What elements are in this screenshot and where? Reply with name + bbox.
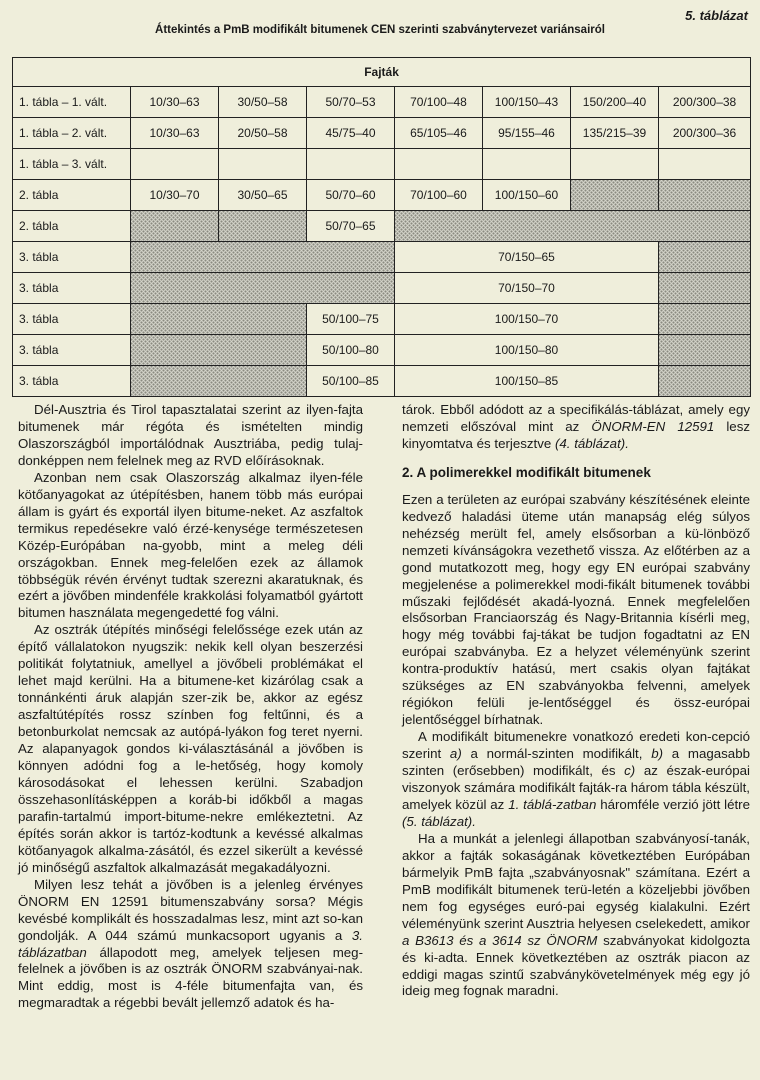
- row-label: 3. tábla: [13, 273, 131, 304]
- shaded-cell: [659, 273, 751, 304]
- paragraph: [402, 729, 750, 831]
- emphasis: c): [624, 763, 636, 779]
- data-table: [12, 57, 751, 397]
- table-number: 5. táblázat: [685, 8, 748, 23]
- table-cell: 100/150–70: [395, 304, 659, 335]
- paragraph: [402, 402, 750, 453]
- row-label: 3. tábla: [13, 304, 131, 335]
- table-row: [13, 366, 751, 397]
- table-cell: 70/100–48: [395, 87, 483, 118]
- emphasis: a): [449, 746, 462, 762]
- shaded-cell: [659, 180, 751, 211]
- table-cell: 50/100–80: [307, 335, 395, 366]
- section-heading: 2. A polimerekkel modifikált bitumenek: [402, 464, 651, 480]
- right-text-column: [402, 402, 750, 1000]
- table-cell: [219, 149, 307, 180]
- shaded-cell: [571, 180, 659, 211]
- emphasis: 3. táblázatban: [18, 927, 363, 960]
- table-cell: 10/30–70: [131, 180, 219, 211]
- paragraph: Azonban nem csak Olaszország alkalmaz ilyen-féle kötőanyagokat az útépítésben, hanem több más európai állam is gyárt és exportál ilyen bitume-neket. Az aszfaltok termikus repedésekre való érzé-kenysége természetesen Közép-Európában na-gyobb, mint a meleg déli országokban. Ennek meg-felelően ezek az államok többségük révén érvényt tudtak szerezni akaratuknak, és ezért a jövőben mindenféle krakkolási folyamatból gyártott bitumen használata megengedetté fog válni.: [18, 469, 363, 621]
- table-cell: [659, 149, 751, 180]
- paragraph: Ezen a területen az európai szabvány készítésének eleinte kedvező haladási üteme után manapság elég súlyos nehézség merült fel, amely elsősorban a kü-lönböző nemzeti kívánságokra vezethető vissza. Az előtérben az a gond mutatkozott meg, hogy egy EN európai szabvány megjelenése a polimerekkel modi-fikált bitumenek további műszaki fejlődését akadá-lyozná. Ennek megfelelően elsősorban Franciaország és Nagy-Britannia kísérli meg, hogy még további faj-tákat be tudjon fogadtatni az EN európai szabványba. Ez a helyzet véleményünk szerint kontra-produktív hatású, mert csakis olyan fajtákat szükséges az EN szabványokba felvenni, amelyek régiókon felüli je-lentőséggel és össz-európai jelentőséggel bírhatnak.: [402, 491, 750, 728]
- text-run: a magasabb szinten (erősebben) modifikált, és: [402, 746, 750, 779]
- table-cell: 50/70–65: [307, 211, 395, 242]
- shaded-cell: [131, 242, 395, 273]
- table-cell: 50/100–75: [307, 304, 395, 335]
- table-cell: 50/100–85: [307, 366, 395, 397]
- shaded-cell: [131, 273, 395, 304]
- text-run: az észak-európai viszonyok számára modifikált fajták-ra három tábla készült, amelyek közül az: [402, 763, 750, 812]
- table-row: [13, 242, 751, 273]
- table-cell: 100/150–43: [483, 87, 571, 118]
- text-run: a normál-szinten modifikált,: [461, 746, 652, 762]
- paragraph: Dél-Ausztria és Tirol tapasztalatai szerint az ilyen-fajta bitumenek már régóta és ismételten mindig Olaszországból importálódnak Ausztriába, pedig tulaj-donképpen nem felelnek meg az RVD előírásoknak.: [18, 402, 363, 468]
- table-cell: 10/30–63: [131, 118, 219, 149]
- shaded-cell: [395, 211, 751, 242]
- emphasis: (4. táblázat).: [554, 435, 629, 451]
- shaded-cell: [131, 211, 219, 242]
- table-row: [13, 335, 751, 366]
- shaded-cell: [131, 304, 307, 335]
- shaded-cell: [659, 335, 751, 366]
- table-cell: [395, 149, 483, 180]
- table-row: [13, 211, 751, 242]
- text-run: Milyen lesz tehát a jövőben is a jelenleg érvényes ÖNORM EN 12591 bitumenszabvány sorsa? Mégis kevésbé komplikált és hosszadalmas lesz, mint azt so-kan gondolják. A 044 számú munkacsoport ugyanis a: [18, 876, 363, 943]
- row-label: 1. tábla – 3. vált.: [13, 149, 131, 180]
- table-cell: 200/300–36: [659, 118, 751, 149]
- emphasis: a B3613 és a 3614 sz ÖNORM: [402, 932, 598, 948]
- table-cell: 100/150–80: [395, 335, 659, 366]
- table-cell: [131, 149, 219, 180]
- text-run: lesz kinyomtatva és terjesztve: [402, 418, 750, 451]
- row-label: 1. tábla – 1. vált.: [13, 87, 131, 118]
- shaded-cell: [219, 211, 307, 242]
- shaded-cell: [659, 242, 751, 273]
- text-run: A modifikált bitumenekre vonatkozó eredeti kon-cepció szerint: [402, 729, 750, 762]
- paragraph: Az osztrák útépítés minőségi felelőssége ezek után az építő vállalatokon nyugszik: nekik kell olyan beszerzési politikát folytatniuk, amellyel a jövőbeli problémákat el lehet majd kerülni. Ha a bitumene-ket kizárólag csak a tonnánkénti áruk alapján szer-zik be, akkor az egész aszfaltútépítés rossz színben fog feltűnni, és a betonburkolat nemcsak az autópá-lyákon fog teret nyerni. Az alapanyagok gondos ki-választásánál a jövőben is könnyen adódni fog a le-hetőség, hogy komoly károsodásokat el lehessen kerülni. Szabadjon összehasonlításképpen a koráb-bi időkből a magas parafin-tartalmú import-bitume-nekre emlékeztetni. Az építés során akkor is tartóz-kodtunk a kevéssé alkalmas kötőanyagok alkalma-zásától, és ezzel sikerült a kevéssé jó minőségű aszfaltok alkalmazását megakadályozni.: [18, 622, 363, 875]
- table-cell: [571, 149, 659, 180]
- row-label: 2. tábla: [13, 211, 131, 242]
- paragraph: [18, 877, 363, 1013]
- table-cell: 135/215–39: [571, 118, 659, 149]
- row-label: 3. tábla: [13, 366, 131, 397]
- table-cell: 70/150–70: [395, 273, 659, 304]
- shaded-cell: [131, 335, 307, 366]
- text-run: szabványokat kidolgozta és ki-adta. Ennek következtében az osztrák piacon az eddigi magas szintű szabványkövetelmények még egy jó ideig meg fognak maradni.: [402, 932, 750, 999]
- table-header: Fajták: [13, 58, 751, 87]
- table-cell: 20/50–58: [219, 118, 307, 149]
- table-header-row: [13, 58, 751, 87]
- left-text-column: [18, 402, 363, 1012]
- emphasis: ÖNORM-EN 12591: [591, 418, 715, 434]
- table-caption: Áttekintés a PmB modifikált bitumenek CEN szerinti szabványtervezet variánsairól: [155, 24, 605, 36]
- shaded-cell: [659, 304, 751, 335]
- table-cell: 50/70–53: [307, 87, 395, 118]
- table-cell: [307, 149, 395, 180]
- table-row: [13, 304, 751, 335]
- row-label: 1. tábla – 2. vált.: [13, 118, 131, 149]
- table-cell: 30/50–65: [219, 180, 307, 211]
- table-row: [13, 149, 751, 180]
- table-row: [13, 273, 751, 304]
- table-cell: 150/200–40: [571, 87, 659, 118]
- table-cell: [483, 149, 571, 180]
- table-cell: 70/100–60: [395, 180, 483, 211]
- table-row: [13, 118, 751, 149]
- table-cell: 95/155–46: [483, 118, 571, 149]
- emphasis: 1. táblá-zatban: [508, 796, 597, 812]
- table-cell: 200/300–38: [659, 87, 751, 118]
- table-row: [13, 87, 751, 118]
- table-cell: 10/30–63: [131, 87, 219, 118]
- shaded-cell: [659, 366, 751, 397]
- table-cell: 100/150–60: [483, 180, 571, 211]
- table-row: [13, 180, 751, 211]
- emphasis: (5. táblázat).: [402, 813, 476, 829]
- paragraph: [402, 831, 750, 1001]
- emphasis: b): [651, 746, 664, 762]
- text-run: állapodott meg, amelyek teljesen meg-felelnek a jövőben is az osztrák ÖNORM szabványai-nak. Mint eddig, most is 4-féle bitumenfajta van, és megmaradtak a régebbi bevált jellemző adatok és ha-: [18, 944, 363, 1011]
- table-cell: 45/75–40: [307, 118, 395, 149]
- table-cell: 70/150–65: [395, 242, 659, 273]
- table-cell: 65/105–46: [395, 118, 483, 149]
- row-label: 3. tábla: [13, 335, 131, 366]
- text-run: tárok. Ebből adódott az a specifikálás-táblázat, amely egy nemzeti előszóval mint az: [402, 402, 750, 434]
- row-label: 3. tábla: [13, 242, 131, 273]
- shaded-cell: [131, 366, 307, 397]
- row-label: 2. tábla: [13, 180, 131, 211]
- table-cell: 50/70–60: [307, 180, 395, 211]
- table-cell: 100/150–85: [395, 366, 659, 397]
- table-cell: 30/50–58: [219, 87, 307, 118]
- text-run: háromféle verzió jött létre: [596, 796, 751, 812]
- text-run: Ha a munkát a jelenlegi állapotban szabványosí-tanák, akkor a fajták sokaságának következtében Európában bármelyik PmB fajta „szabványosnak" számítana. Ezért a PmB modifikált bitumenek terü-letén a közeljebbi jövőben nem fog egységes euró-pai egység kialakulni. Ezért véleményünk szerint Ausztria helyesen cselekedett, amikor: [402, 830, 750, 931]
